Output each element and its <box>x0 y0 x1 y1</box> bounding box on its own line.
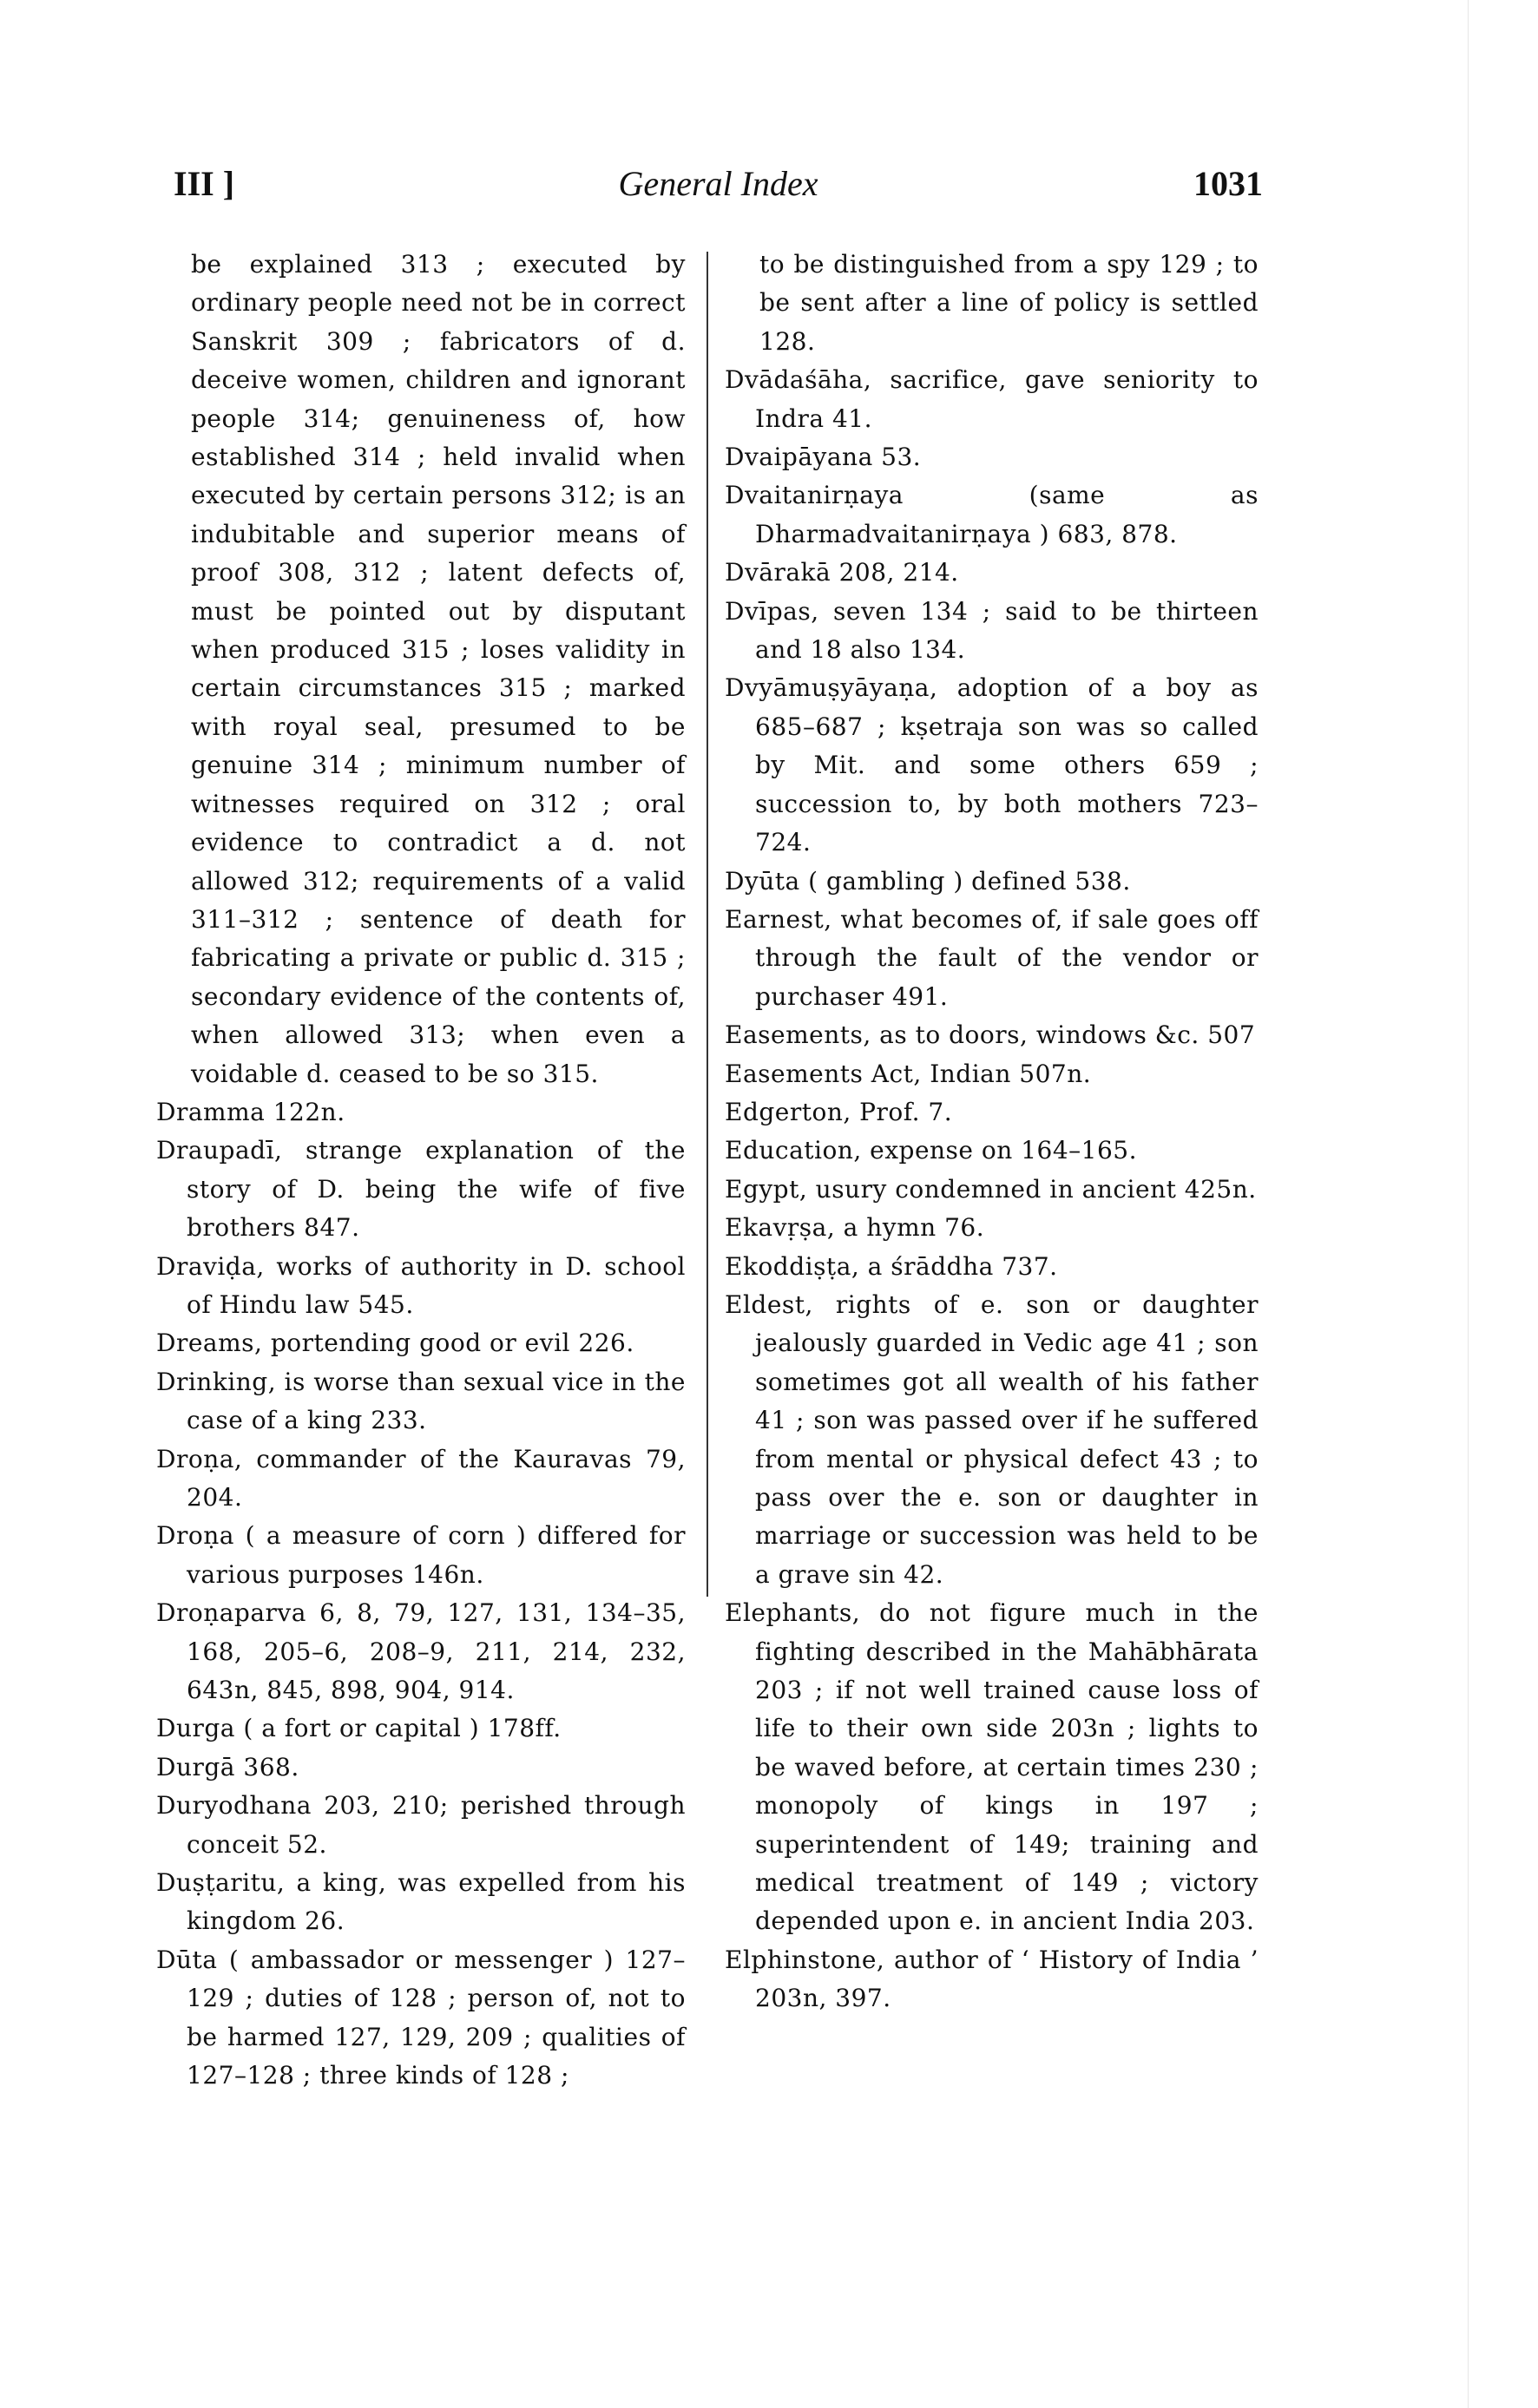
index-entry: Education, expense on 164–165. <box>725 1136 1137 1165</box>
page-header <box>174 163 1263 215</box>
index-entry: Edgerton, Prof. 7. <box>725 1097 953 1126</box>
index-entry: Eldest, rights of e. son or daughter jealously guarded in Vedic age 41 ; son sometimes got all wealth of his father 41 ; son was passed over if he suffered from mental or physical defect 43 ; to pass over the e. son or daughter in marriage or succession was held to be a grave sin 42. <box>725 1289 1259 1589</box>
index-entry: Earnest, what becomes of, if sale goes off through the fault of the vendor or purchaser 491. <box>725 904 1259 1011</box>
index-entry: Dramma 122n. <box>156 1097 345 1126</box>
left-column <box>156 246 686 2096</box>
index-entry: Droṇa, commander of the Kauravas 79, 204. <box>156 1444 686 1512</box>
index-entry: Ekavṛṣa, a hymn 76. <box>725 1213 985 1243</box>
index-entry: Elphinstone, author of ‘ History of India ’ 203n, 397. <box>725 1945 1259 2013</box>
index-entry: Drinking, is worse than sexual vice in the case of a king 233. <box>156 1367 686 1435</box>
index-entry: Durga ( a fort or capital ) 178ff. <box>156 1714 562 1743</box>
index-entry-continued: be explained 313 ; executed by ordinary people need not be in correct Sanskrit 309 ; fabricators of d. deceive women, children and ignorant people 314; genuineness of, how established 314 ; held invalid when executed by certain persons 312; is an indubitable and superior means of proof 308, 312 ; latent defects of, must be pointed out by disputant when produced 315 ; loses validity in certain circumstances 315 ; marked with royal seal, presumed to be genuine 314 ; minimum number of witnesses required on 312 ; oral evidence to contradict a d. not allowed 312; requirements of a valid 311–312 ; sentence of death for fabricating a private or public d. 315 ; secondary evidence of the contents of, when allowed 313; when even a voidable d. ceased to be so 315. <box>191 250 686 1088</box>
index-entry-continued: to be distinguished from a spy 129 ; to be sent after a line of policy is settled 128. <box>759 250 1259 356</box>
index-entry: Duṣṭaritu, a king, was expelled from his kingdom 26. <box>156 1868 686 1936</box>
index-entry: Durgā 368. <box>156 1752 299 1781</box>
right-column <box>725 246 1259 2018</box>
index-entry: Egypt, usury condemned in ancient 425n. <box>725 1174 1257 1204</box>
index-entry: Dūta ( ambassador or messenger ) 127–129 ; duties of 128 ; person of, not to be harmed 127, 129, 209 ; qualities of 127–128 ; three kinds of 128 ; <box>156 1945 686 2090</box>
index-entry: Elephants, do not figure much in the fighting described in the Mahābhārata 203 ; if not well trained cause loss of life to their own side 203n ; lights to be waved before, at certain times 230 ; monopoly of kings in 197 ; superintendent of 149; training and medical treatment of 149 ; victory depended upon e. in ancient India 203. <box>725 1598 1259 1936</box>
index-entry: Easements, as to doors, windows &c. 507 <box>725 1020 1256 1050</box>
index-entry: Draupadī, strange explanation of the story of D. being the wife of five brothers 847. <box>156 1136 686 1243</box>
index-entry: Draviḍa, works of authority in D. school of Hindu law 545. <box>156 1251 686 1319</box>
index-entry: Dvādaśāha, sacrifice, gave seniority to Indra 41. <box>725 365 1259 433</box>
running-title: General Index <box>618 164 818 203</box>
index-entry: Dvaipāyana 53. <box>725 443 922 472</box>
index-entry: Dyūta ( gambling ) defined 538. <box>725 866 1131 896</box>
index-entry: Easements Act, Indian 507n. <box>725 1059 1092 1088</box>
volume-marker: III ] <box>174 164 235 203</box>
index-entry: Dvārakā 208, 214. <box>725 558 959 587</box>
page-number: 1031 <box>1193 164 1263 203</box>
index-entry: Dvaitanirṇaya (same as Dharmadvaitanirṇaya ) 683, 878. <box>725 481 1259 548</box>
index-entry: Duryodhana 203, 210; perished through conceit 52. <box>156 1791 686 1859</box>
page-edge-line <box>1468 0 1469 2408</box>
index-entry: Droṇa ( a measure of corn ) differed for various purposes 146n. <box>156 1521 686 1589</box>
column-divider <box>707 252 708 1597</box>
index-entry: Droṇaparva 6, 8, 79, 127, 131, 134–35, 168, 205–6, 208–9, 211, 214, 232, 643n, 845, 898, 904, 914. <box>156 1598 686 1705</box>
index-entry: Dreams, portending good or evil 226. <box>156 1329 634 1358</box>
index-entry: Ekoddiṣṭa, a śrāddha 737. <box>725 1251 1058 1281</box>
index-entry: Dvīpas, seven 134 ; said to be thirteen and 18 also 134. <box>725 596 1259 665</box>
index-entry: Dvyāmuṣyāyaṇa, adoption of a boy as 685–687 ; kṣetraja son was so called by Mit. and some others 659 ; succession to, by both mothers 723–724. <box>725 673 1259 857</box>
